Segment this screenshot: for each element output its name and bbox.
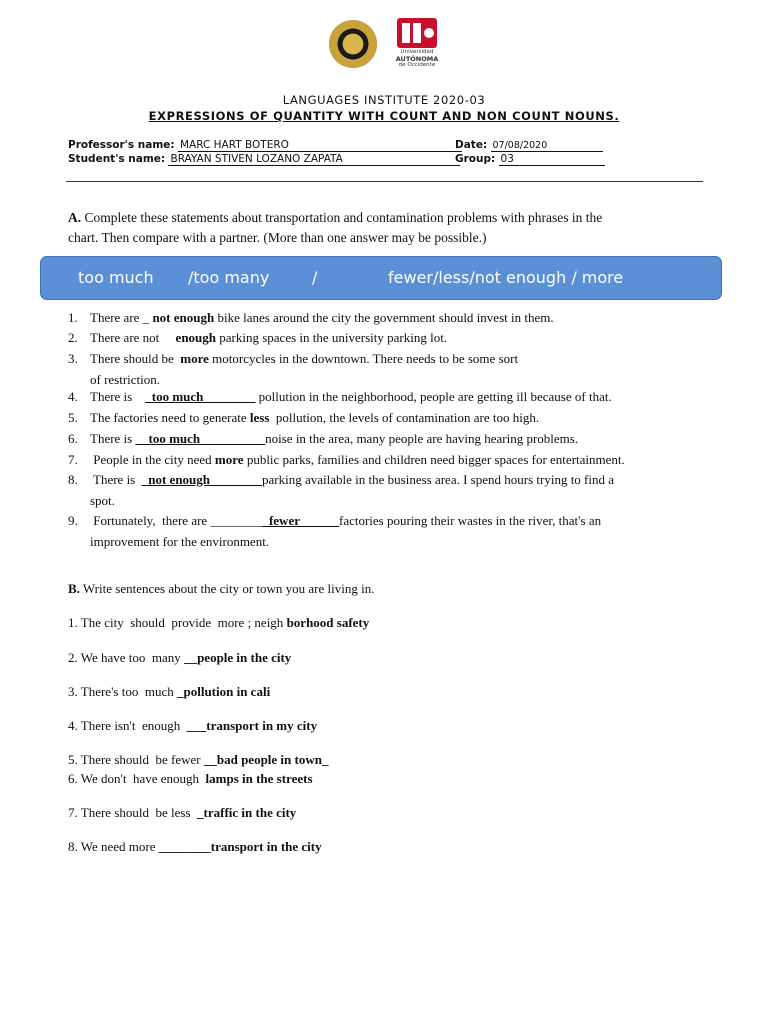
chart-word-too-many: /too many <box>188 268 270 287</box>
item-text: People in the city need <box>90 452 215 467</box>
section-a-instructions-line2: chart. Then compare with a partner. (More than one answer may be possible.) <box>68 230 487 245</box>
item-continuation: spot. <box>90 493 115 508</box>
item-answer: not enough <box>152 310 215 325</box>
sentence-prompt: 6. We don't have enough <box>68 771 206 786</box>
institute-title: LANGUAGES INSTITUTE 2020-03 <box>282 93 486 107</box>
item-answer: enough <box>175 330 217 345</box>
item-answer: more <box>214 452 244 467</box>
item-answer: more <box>180 351 209 366</box>
item-text: There are _ <box>90 310 153 325</box>
section-a-letter: A. <box>68 210 82 225</box>
group-label: Group: <box>455 153 496 165</box>
sentence-prompt: 8. We need more <box>68 839 159 854</box>
item-text: There is <box>90 431 136 446</box>
sentence-answer: ________transport in the city <box>158 839 322 854</box>
item-number: 5. <box>68 410 78 425</box>
header-divider <box>66 181 703 182</box>
professor-value: MARC HART BOTERO <box>178 139 462 152</box>
uao-logo-text-2: AUTÓNOMA <box>395 54 439 63</box>
section-b-instructions-text: Write sentences about the city or town you are living in. <box>79 581 375 596</box>
date-row <box>455 139 603 152</box>
item-number: 3. <box>68 351 78 366</box>
item-text: parking available in the business area. I spend hours trying to find a <box>262 472 615 487</box>
section-a-instructions <box>68 208 708 248</box>
item-answer: __too much__________ <box>135 431 266 446</box>
item-text: There should be <box>90 351 181 366</box>
section-a-instructions-line1: Complete these statements about transportation and contamination problems with phrases in the <box>81 210 603 225</box>
sentence-answer: borhood safety <box>286 615 370 630</box>
sentence-prompt: 4. There isn't enough <box>68 718 187 733</box>
sentence-answer: lamps in the streets <box>205 771 313 786</box>
item-text: There is <box>90 389 146 404</box>
sentence-line <box>68 650 291 666</box>
sentence-line <box>68 752 328 768</box>
university-seal-logo <box>329 20 377 68</box>
sentence-line <box>68 718 317 734</box>
item-number: 6. <box>68 431 78 446</box>
uao-logo-text-3: de Occidente <box>398 62 436 68</box>
sentence-prompt: 1. The city should provide more ; neigh <box>68 615 287 630</box>
item-number: 2. <box>68 330 78 345</box>
item-text: pollution, the levels of contamination are too high. <box>269 410 540 425</box>
sentence-answer: _pollution in cali <box>176 684 271 699</box>
sentence-answer: __bad people in town_ <box>203 752 329 767</box>
item-number: 1. <box>68 310 78 325</box>
worksheet-title: EXPRESSIONS OF QUANTITY WITH COUNT AND NON COUNT NOUNS. <box>148 109 620 123</box>
item-text: bike lanes around the city the government should invest in them. <box>214 310 554 325</box>
uao-logo-text-1: Universidad <box>400 49 434 55</box>
item-text: public parks, families and children need bigger spaces for entertainment. <box>243 452 625 467</box>
professor-label: Professor's name: <box>68 139 175 151</box>
sentence-line <box>68 615 369 631</box>
sentence-line <box>68 805 296 821</box>
item-answer: less <box>249 410 270 425</box>
sentence-line <box>68 684 270 700</box>
sentence-prompt: 3. There's too much <box>68 684 177 699</box>
sentence-line <box>68 771 313 787</box>
chart-word-fewer-less-not-enough-more: fewer/less/not enough / more <box>388 268 624 287</box>
item-text: parking spaces in the university parking lot. <box>216 330 448 345</box>
section-b-letter: B. <box>68 581 80 596</box>
item-text: Fortunately, there are ________ <box>90 513 263 528</box>
item-answer: _fewer______ <box>262 513 339 528</box>
item-continuation: improvement for the environment. <box>90 534 270 549</box>
sentence-answer: ___transport in my city <box>186 718 318 733</box>
item-text: factories pouring their wastes in the river, that's an <box>338 513 602 528</box>
sentence-prompt: 5. There should be fewer <box>68 752 204 767</box>
sentence-prompt: 7. There should be less <box>68 805 198 820</box>
date-label: Date: <box>455 139 488 151</box>
item-answer: _too much________ <box>145 389 256 404</box>
item-text: There is <box>90 472 142 487</box>
date-value: 07/08/2020 <box>491 140 603 152</box>
item-text: motorcycles in the downtown. There needs to be some sort <box>208 351 519 366</box>
professor-row <box>68 139 462 152</box>
item-text: The factories need to generate <box>90 410 250 425</box>
item-text: pollution in the neighborhood, people are getting ill because of that. <box>255 389 612 404</box>
item-number: 9. <box>68 513 78 528</box>
chart-slash: / <box>312 268 318 287</box>
chart-word-too-much: too much <box>78 268 154 287</box>
sentence-prompt: 2. We have too many <box>68 650 185 665</box>
item-answer: _not enough________ <box>141 472 263 487</box>
item-text: noise in the area, many people are having hearing problems. <box>265 431 579 446</box>
item-number: 4. <box>68 389 78 404</box>
word-chart-banner <box>40 256 722 300</box>
sentence-line <box>68 839 322 855</box>
student-value: BRAYAN STIVEN LOZANO ZAPATA <box>168 153 460 166</box>
sentence-answer: __people in the city <box>184 650 292 665</box>
item-number: 8. <box>68 472 78 487</box>
item-continuation: of restriction. <box>90 372 161 387</box>
student-label: Student's name: <box>68 153 166 165</box>
sentence-answer: _traffic in the city <box>197 805 297 820</box>
section-b-instructions <box>68 579 374 599</box>
item-number: 7. <box>68 452 78 467</box>
uao-logo <box>394 17 440 72</box>
item-text: There are not <box>90 330 176 345</box>
group-value: 03 <box>499 153 605 166</box>
student-row <box>68 153 460 166</box>
group-row <box>455 153 605 166</box>
